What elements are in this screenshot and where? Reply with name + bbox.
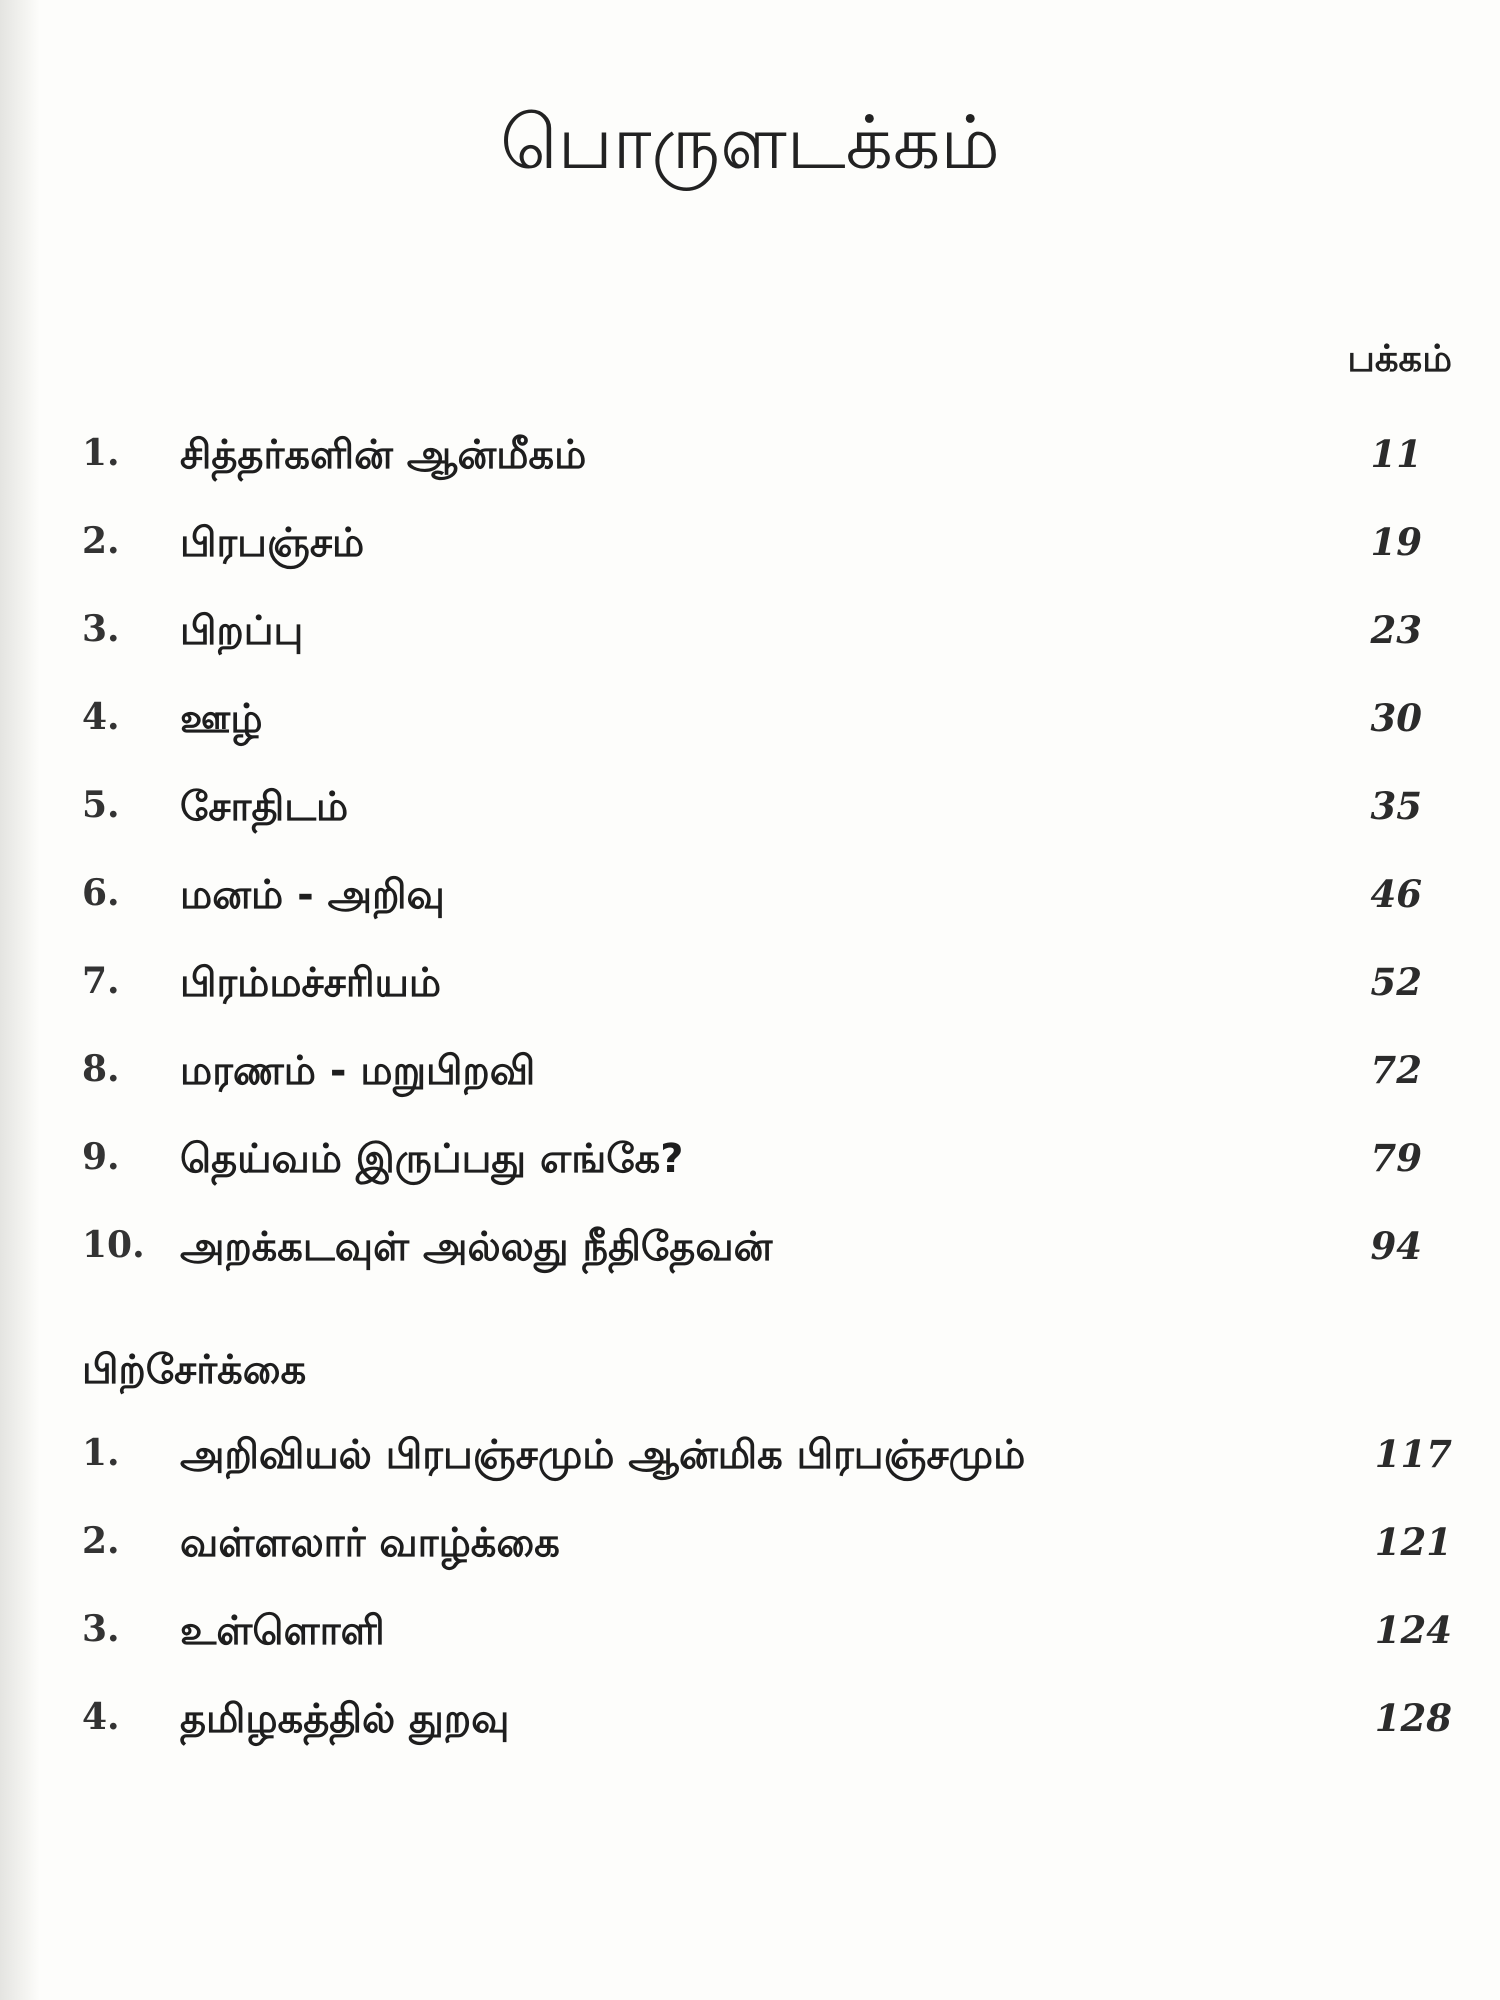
toc-entry	[0, 872, 1500, 932]
toc-entry-number: 7.	[82, 960, 120, 1002]
toc-entry-title: பிரபஞ்சம்	[180, 520, 365, 566]
appendix-entry-number: 1.	[82, 1432, 120, 1474]
appendix-entry-page: 121	[1374, 1520, 1452, 1564]
appendix-entry-page: 124	[1374, 1608, 1452, 1652]
toc-entry	[0, 432, 1500, 492]
toc-entry	[0, 784, 1500, 844]
appendix-entry	[0, 1608, 1500, 1668]
toc-entry	[0, 608, 1500, 668]
toc-entry-number: 2.	[82, 520, 120, 562]
appendix-entry-title: அறிவியல் பிரபஞ்சமும் ஆன்மிக பிரபஞ்சமும்	[180, 1432, 1026, 1478]
toc-entry-title: அறக்கடவுள் அல்லது நீதிதேவன்	[180, 1224, 773, 1270]
toc-entry-title: சோதிடம்	[180, 784, 349, 830]
toc-entry-number: 9.	[82, 1136, 120, 1178]
toc-entry-number: 1.	[82, 432, 120, 474]
toc-entry-page: 79	[1370, 1136, 1422, 1180]
toc-entry-number: 10.	[82, 1224, 145, 1266]
toc-entry-number: 8.	[82, 1048, 120, 1090]
appendix-entry	[0, 1432, 1500, 1492]
toc-entry-number: 4.	[82, 696, 120, 738]
toc-entry	[0, 960, 1500, 1020]
toc-entry-page: 35	[1370, 784, 1422, 828]
toc-entry-page: 46	[1370, 872, 1422, 916]
appendix-entry-title: உள்ளொளி	[180, 1608, 385, 1654]
page-title: பொருளடக்கம்	[500, 100, 1000, 186]
toc-entry	[0, 1224, 1500, 1284]
appendix-entry-page: 128	[1374, 1696, 1452, 1740]
appendix-entry	[0, 1696, 1500, 1756]
toc-entry	[0, 1048, 1500, 1108]
appendix-entry-number: 4.	[82, 1696, 120, 1738]
toc-entry-number: 5.	[82, 784, 120, 826]
toc-entry-title: மனம் - அறிவு	[180, 872, 445, 918]
toc-entry-title: தெய்வம் இருப்பது எங்கே?	[180, 1136, 684, 1182]
toc-entry-page: 23	[1370, 608, 1422, 652]
toc-entry-title: சித்தர்களின் ஆன்மீகம்	[180, 432, 587, 478]
appendix-entry-title: வள்ளலார் வாழ்க்கை	[180, 1520, 560, 1566]
toc-entry-title: பிரம்மச்சரியம்	[180, 960, 442, 1006]
toc-entry-title: மரணம் - மறுபிறவி	[180, 1048, 536, 1094]
appendix-entry	[0, 1520, 1500, 1580]
appendix-heading: பிற்சேர்க்கை	[82, 1347, 307, 1393]
toc-entry-page: 72	[1370, 1048, 1422, 1092]
appendix-entry-number: 2.	[82, 1520, 120, 1562]
appendix-entry-title: தமிழகத்தில் துறவு	[180, 1696, 510, 1742]
appendix-entry-number: 3.	[82, 1608, 120, 1650]
appendix-entry-page: 117	[1374, 1432, 1452, 1476]
toc-entry	[0, 696, 1500, 756]
toc-entry-page: 19	[1370, 520, 1422, 564]
toc-entry-page: 30	[1370, 696, 1422, 740]
toc-entry-page: 11	[1370, 432, 1422, 476]
toc-entry	[0, 520, 1500, 580]
toc-entry-title: பிறப்பு	[180, 608, 304, 654]
toc-entry-page: 94	[1370, 1224, 1422, 1268]
toc-entry-number: 6.	[82, 872, 120, 914]
toc-entry	[0, 1136, 1500, 1196]
toc-entry-title: ஊழ்	[180, 696, 263, 742]
toc-entry-number: 3.	[82, 608, 120, 650]
page-column-heading: பக்கம்	[1347, 337, 1452, 380]
toc-entry-page: 52	[1370, 960, 1422, 1004]
